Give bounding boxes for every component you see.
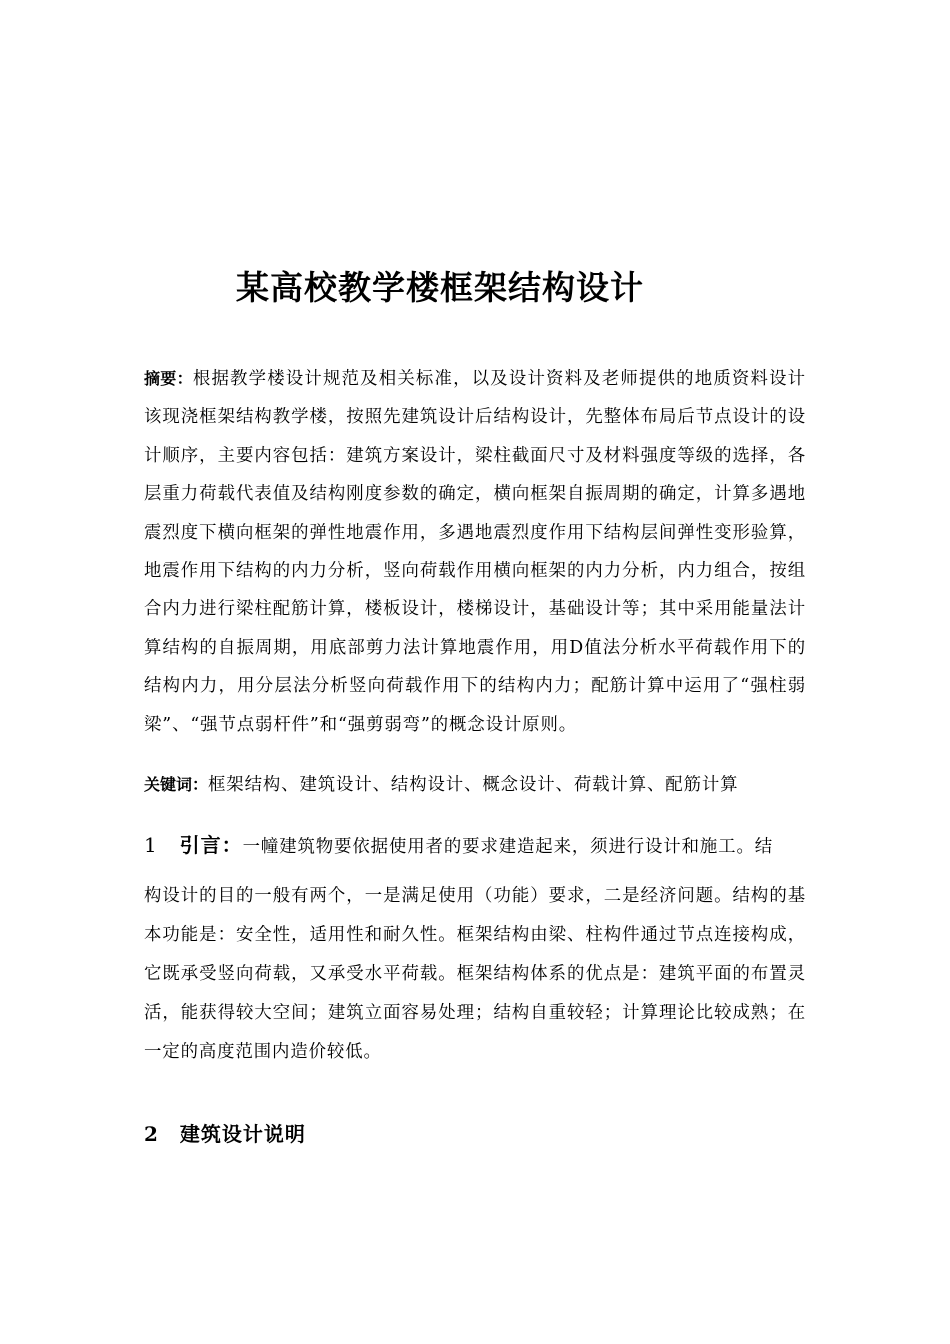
keywords-label: 关键词： bbox=[144, 775, 209, 794]
keywords-paragraph bbox=[144, 766, 806, 804]
keywords-text: 框架结构、建筑设计、结构设计、概念设计、荷载计算、配筋计算 bbox=[208, 775, 739, 795]
document-title: 某高校教学楼框架结构设计 bbox=[236, 268, 644, 308]
section-1-first-line: 一幢建筑物要依据使用者的要求建造起来，须进行设计和施工。结 bbox=[242, 837, 774, 857]
section-1-introduction bbox=[144, 826, 806, 1072]
section-2-heading: 建筑设计说明 bbox=[179, 1122, 306, 1146]
abstract-label: 摘要： bbox=[144, 369, 193, 388]
section-1-heading: 引言： bbox=[179, 833, 243, 857]
section-2-heading-row bbox=[144, 1114, 306, 1154]
section-2-number: 2 bbox=[144, 1122, 158, 1146]
section-1-number: 1 bbox=[144, 833, 158, 857]
abstract-text: 根据教学楼设计规范及相关标准，以及设计资料及老师提供的地质资料设计该现浇框架结构教学楼，按照先建筑设计后结构设计，先整体布局后节点设计的设计顺序，主要内容包括：建筑方案设计，梁柱截面尺寸及材料强度等级的选择，各层重力荷载代表值及结构刚度参数的确定，横向框架自振周期的确定，计算多遇地震烈度下横向框架的弹性地震作用，多遇地震烈度作用下结构层间弹性变形验算，地震作用下结构的内力分析，竖向荷载作用横向框架的内力分析，内力组合，按组合内力进行梁柱配筋计算，楼板设计，楼梯设计，基础设计等；其中采用能量法计算结构的自振周期，用底部剪力法计算地震作用，用D值法分析水平荷载作用下的结构内力，用分层法分析竖向荷载作用下的结构内力；配筋计算中运用了“强柱弱梁”、“强节点弱杆件”和“强剪弱弯”的概念设计原则。 bbox=[144, 369, 806, 735]
section-1-body: 构设计的目的一般有两个，一是满足使用（功能）要求，二是经济问题。结构的基本功能是：安全性，适用性和耐久性。框架结构由梁、柱构件通过节点连接构成，它既承受竖向荷载，又承受水平荷载。框架结构体系的优点是：建筑平面的布置灵活，能获得较大空间；建筑立面容易处理；结构自重较轻；计算理论比较成熟；在一定的高度范围内造价较低。 bbox=[144, 886, 806, 1062]
abstract-paragraph bbox=[144, 360, 806, 744]
